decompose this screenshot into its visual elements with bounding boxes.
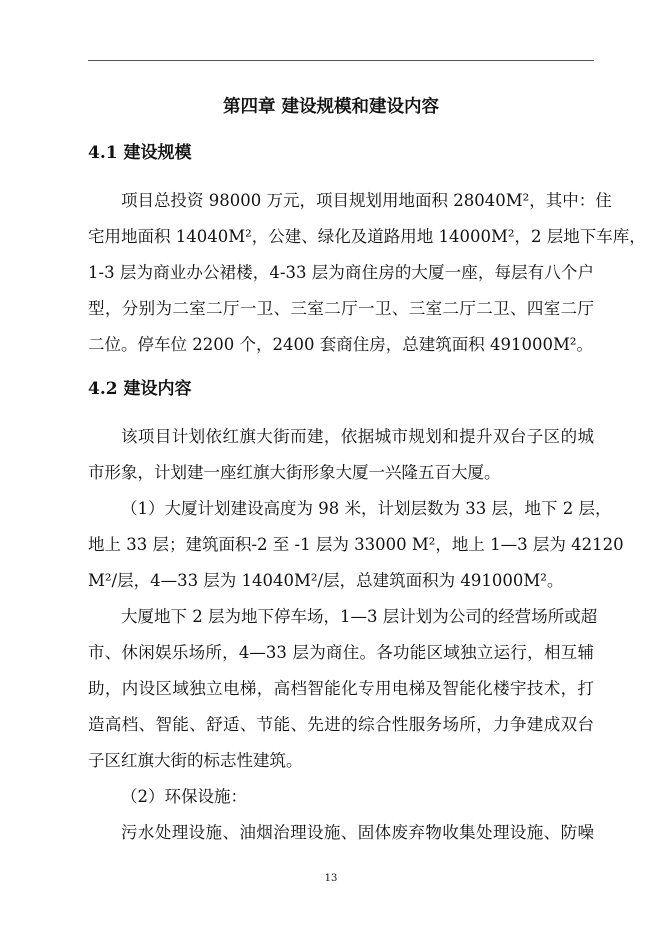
paragraph-line: 大厦地下 2 层为地下停车场，1—3 层计划为公司的经营场所或超	[121, 607, 598, 626]
paragraph-line: 宅用地面积 14040M²，公建、绿化及道路用地 14000M²，2 层地下车库，	[88, 227, 646, 246]
paragraph-line: 该项目计划依红旗大街而建，依据城市规划和提升双台子区的城	[121, 427, 594, 446]
paragraph-line: 1-3 层为商业办公裙楼，4-33 层为商住房的大厦一座，每层有八个户	[88, 263, 594, 282]
paragraph-line: 地上 33 层；建筑面积-2 至 -1 层为 33000 M²，地上 1—3 层为 42120	[88, 535, 624, 554]
section-heading-4-1: 4.1 建设规模	[88, 143, 192, 163]
paragraph-line: M²/层，4—33 层为 14040M²/层，总建筑面积为 491000M²。	[88, 571, 564, 590]
paragraph-line: 型，分别为二室二厅一卫、三室二厅一卫、三室二厅二卫、四室二厅	[88, 299, 594, 318]
paragraph-line: （1）大厦计划建设高度为 98 米，计划层数为 33 层，地下 2 层，	[121, 499, 612, 518]
header-rule	[88, 60, 594, 61]
section-heading-4-2: 4.2 建设内容	[88, 379, 192, 399]
paragraph-line: 助，内设区域独立电梯，高档智能化专用电梯及智能化楼宇技术，打	[88, 679, 594, 698]
paragraph-line: 市、休闲娱乐场所，4—33 层为商住。各功能区域独立运行，相互辅	[88, 643, 594, 662]
paragraph-line: 二位。停车位 2200 个，2400 套商住房，总建筑面积 491000M²。	[88, 335, 593, 354]
section-body-4-2	[88, 419, 624, 851]
chapter-title: 第四章 建设规模和建设内容	[222, 97, 440, 117]
paragraph-line: （2）环保设施：	[121, 787, 247, 806]
section-body-4-1	[88, 183, 646, 363]
paragraph-line: 造高档、智能、舒适、节能、先进的综合性服务场所，力争建成双台	[88, 715, 594, 734]
paragraph-line: 子区红旗大街的标志性建筑。	[88, 751, 303, 770]
paragraph-line: 市形象，计划建一座红旗大街形象大厦一兴隆五百大厦。	[88, 463, 501, 482]
page-number: 13	[324, 873, 338, 884]
paragraph-line: 项目总投资 98000 万元，项目规划用地面积 28040M²，其中：住	[121, 191, 612, 210]
paragraph-line: 污水处理设施、油烟治理设施、固体废弃物收集处理设施、防噪	[121, 823, 594, 842]
